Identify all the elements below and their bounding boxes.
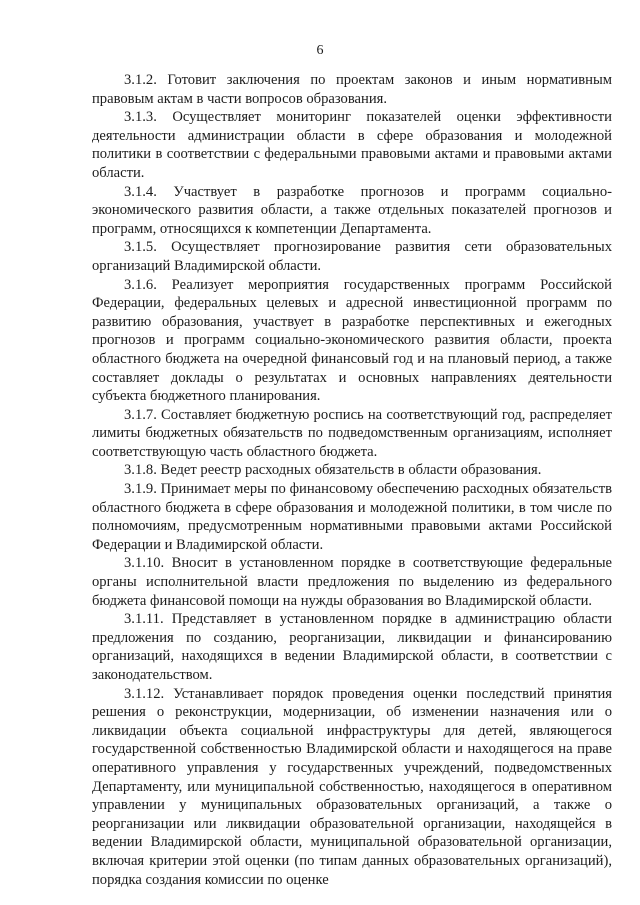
paragraph-3-1-7: 3.1.7. Составляет бюджетную роспись на соответствующий год, распределяет лимиты бюджетных обязательств по подведомственным организациям, исполняет соответствующую часть областного бюджета. <box>92 406 612 460</box>
paragraph-3-1-11: 3.1.11. Представляет в установленном порядке в администрацию области предложения по созданию, реорганизации, ликвидации и финансированию организаций, находящихся в ведении Владимирской области, в соответствии с законодательством. <box>92 611 612 683</box>
paragraph-3-1-10: 3.1.10. Вносит в установленном порядке в соответствующие федеральные органы исполнительной власти предложения по выделению из федерального бюджета финансовой помощи на нужды образования во Владимирской области. <box>92 555 612 609</box>
paragraph-3-1-12: 3.1.12. Устанавливает порядок проведения оценки последствий принятия решения о реконструкции, модернизации, об изменении назначения или о ликвидации объекта социальной инфраструктуры для детей, являющегося государственной собственностью Владимирской области и находящегося на праве оперативного управления у государственных учреждений, подведомственных Департаменту, или муниципальной собственностью, находящегося в оперативном управлении у муниципальных образовательных организаций, а также о реорганизации или ликвидации образовательной организации, находящейся в ведении Владимирской области, муниципальной образовательной организации, включая критерии этой оценки (по типам данных образовательных организаций), порядка создания комиссии по оценке <box>92 685 612 888</box>
paragraph-3-1-4: 3.1.4. Участвует в разработке прогнозов и программ социально-экономического развития области, а также отдельных показателей прогнозов и программ, относящихся к компетенции Департамента. <box>92 183 612 237</box>
paragraph-3-1-6: 3.1.6. Реализует мероприятия государственных программ Российской Федерации, федеральных целевых и адресной инвестиционной программ по развитию образования, участвует в разработке перспективных и ежегодных прогнозов и программ социально-экономического развития области, проекта областного бюджета на очередной финансовый год и на плановый период, а также составляет доклады о результатах и основных направлениях деятельности субъекта бюджетного планирования. <box>92 276 612 405</box>
paragraph-3-1-8: 3.1.8. Ведет реестр расходных обязательств в области образования. <box>124 462 542 479</box>
document-body <box>92 71 612 889</box>
page-number: 6 <box>316 43 324 58</box>
paragraph-3-1-2: 3.1.2. Готовит заключения по проектам законов и иным нормативным правовым актам в части вопросов образования. <box>92 72 612 107</box>
paragraph-3-1-3: 3.1.3. Осуществляет мониторинг показателей оценки эффективности деятельности администрации области в сфере образования и молодежной политики в соответствии с федеральными правовыми актами и правовыми актами области. <box>92 109 612 181</box>
paragraph-3-1-9: 3.1.9. Принимает меры по финансовому обеспечению расходных обязательств областного бюджета в сфере образования и молодежной политики, в том числе по полномочиям, предусмотренным нормативными правовыми актами Российской Федерации и Владимирской области. <box>92 481 612 553</box>
paragraph-3-1-5: 3.1.5. Осуществляет прогнозирование развития сети образовательных организаций Владимирской области. <box>92 239 612 274</box>
